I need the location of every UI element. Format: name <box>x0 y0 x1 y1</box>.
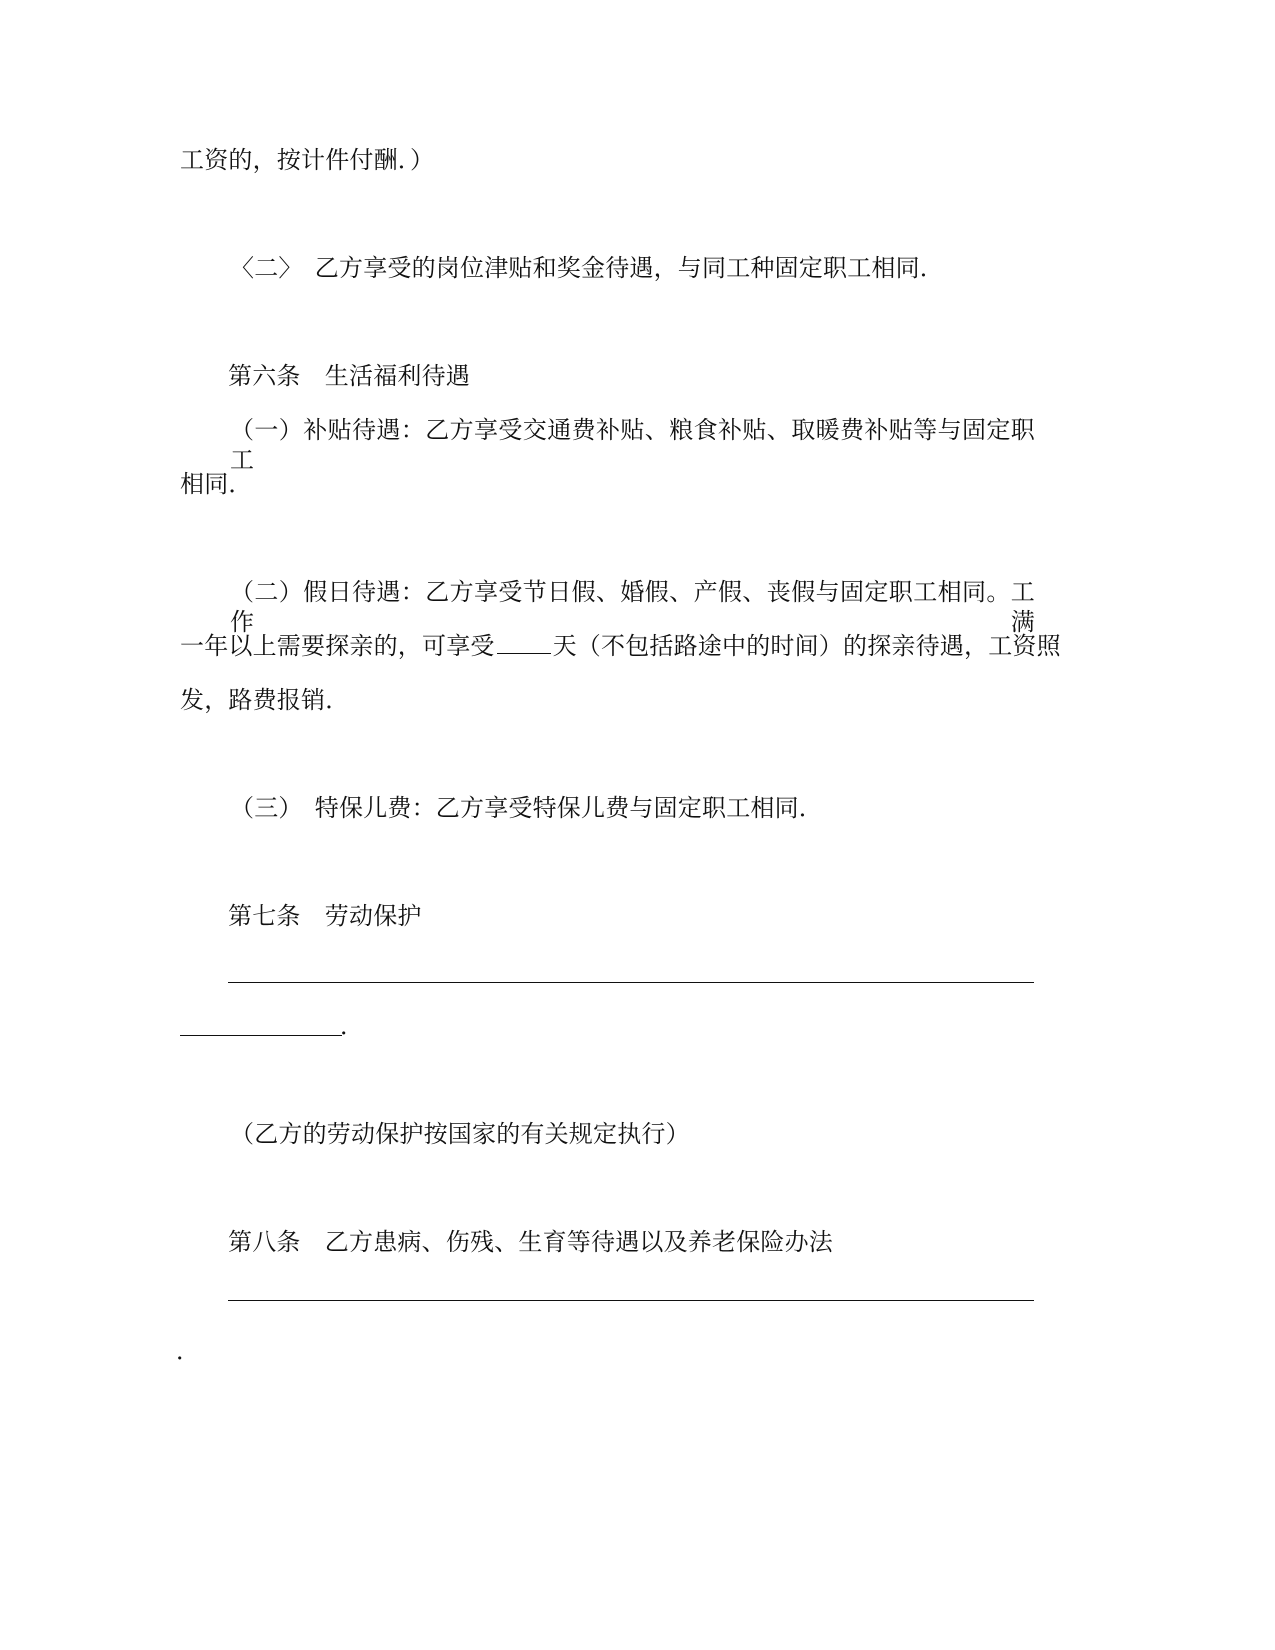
article-6-heading: 第六条 生活福利待遇 <box>228 362 470 390</box>
clause-holiday: （二）假日待遇：乙方享受节日假、婚假、产假、丧假与固定职工相同。工作满 <box>230 578 1035 636</box>
note-labor-protection: （乙方的劳动保护按国家的有关规定执行） <box>230 1120 690 1148</box>
clause-subsidy: （一）补贴待遇：乙方享受交通费补贴、粮食补贴、取暖费补贴等与固定职工 <box>230 416 1035 474</box>
fill-in-line <box>228 982 1034 983</box>
article-8-heading: 第八条 乙方患病、伤残、生育等待遇以及养老保险办法 <box>228 1228 833 1256</box>
article-7-heading: 第七条 劳动保护 <box>228 902 422 930</box>
period-mark: ． <box>340 1012 364 1040</box>
clause-2-allowance: 〈二〉 乙方享受的岗位津贴和奖金待遇，与同工种固定职工相同． <box>230 254 944 282</box>
text-line: 工资的，按计件付酬．） <box>180 146 435 174</box>
text-line <box>180 631 1061 661</box>
text-line: 相同． <box>180 470 253 498</box>
fill-in-line <box>228 1300 1034 1301</box>
text-segment: 天（不包括路途中的时间）的探亲待遇，工资照 <box>552 632 1061 660</box>
text-segment: 一年以上需要探亲的，可享受 <box>180 632 495 660</box>
text-line: 发，路费报销． <box>180 686 350 714</box>
fill-in-line <box>180 1035 342 1036</box>
period-mark: ． <box>176 1337 200 1365</box>
clause-child-care: （三） 特保儿费：乙方享受特保儿费与固定职工相同． <box>230 794 823 822</box>
fill-in-blank-days <box>497 631 551 654</box>
